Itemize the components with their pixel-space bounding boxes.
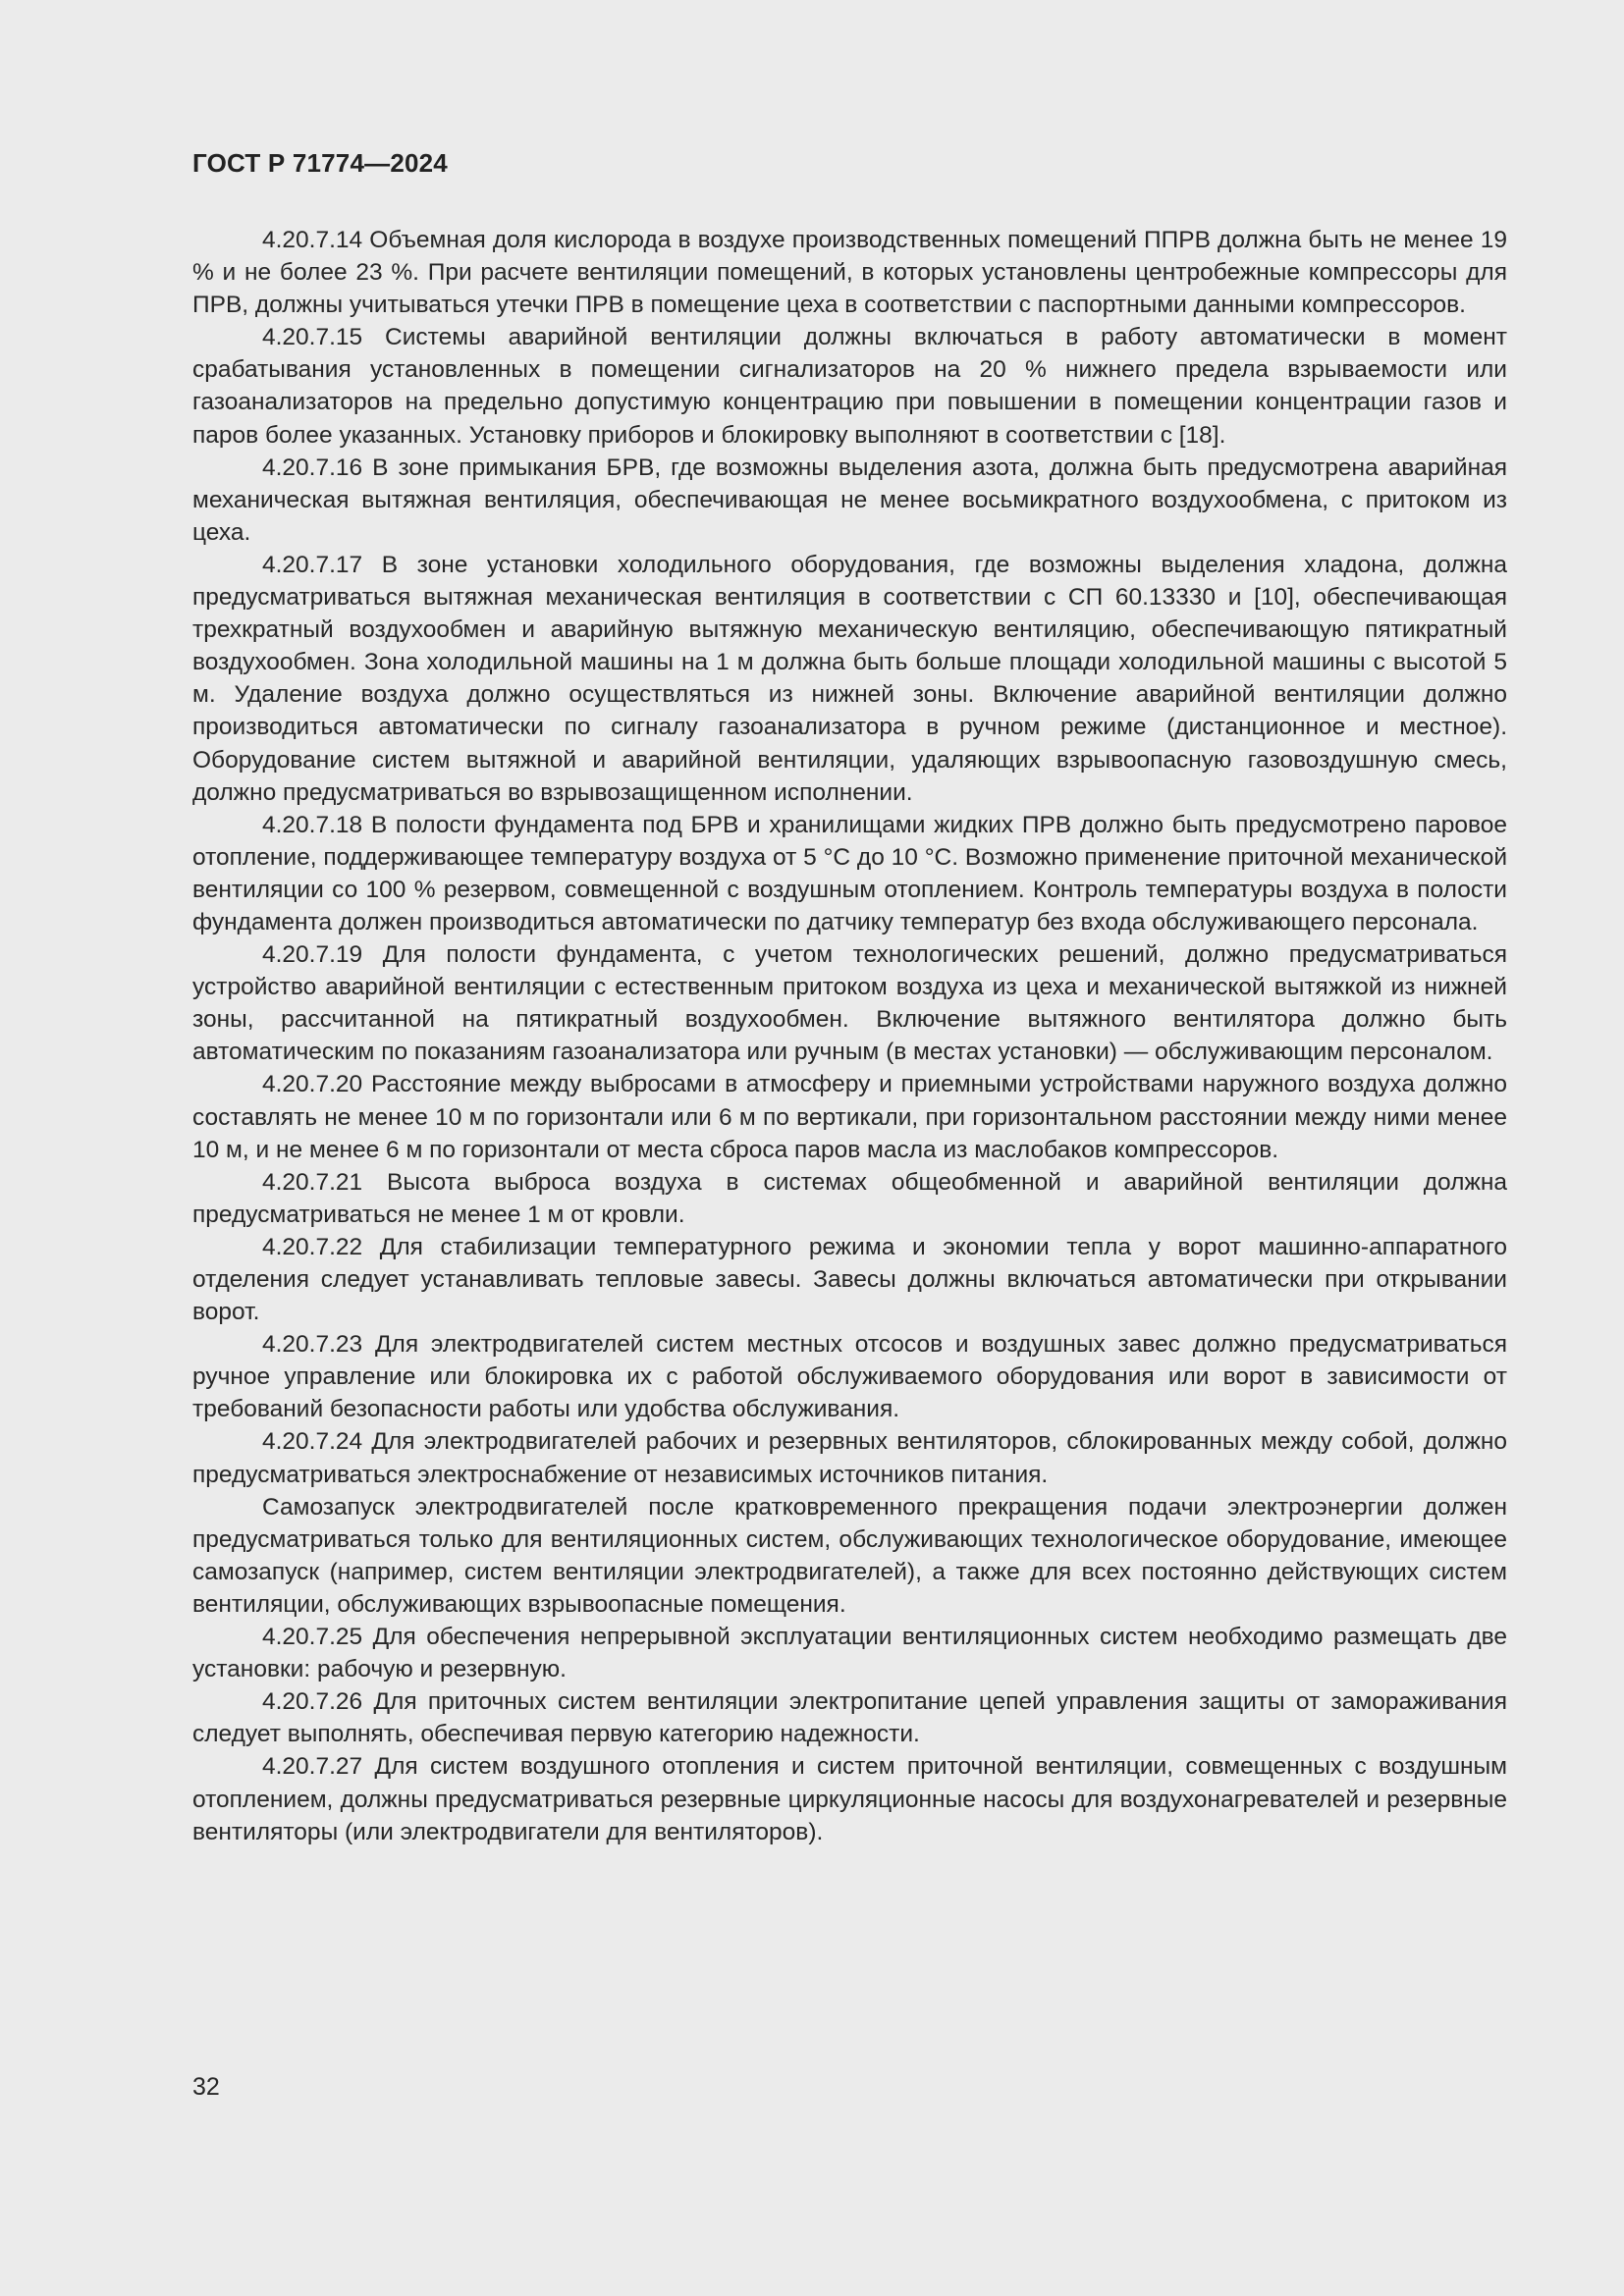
paragraph-4-20-7-25: 4.20.7.25 Для обеспечения непрерывной эксплуатации вентиляционных систем необходимо размещать две установки: рабочую и резервную.	[192, 1624, 1507, 1683]
page-number: 32	[192, 2073, 220, 2101]
paragraph-4-20-7-19: 4.20.7.19 Для полости фундамента, с учетом технологических решений, должно предусматриваться устройство аварийной вентиляции с естественным притоком воздуха из цеха и механической вытяжкой из нижней зоны, рассчитанной на пятикратный воздухообмен. Включение вытяжного вентилятора должно быть автоматическим по показаниям газоанализатора или ручным (в местах установки) — обслуживающим персоналом.	[192, 941, 1507, 1066]
paragraph-4-20-7-27: 4.20.7.27 Для систем воздушного отопления и систем приточной вентиляции, совмещенных с воздушным отоплением, должны предусматриваться резервные циркуляционные насосы для воздухонагревателей и резервные вентиляторы (или электродвигатели для вентиляторов).	[192, 1753, 1507, 1845]
document-body	[192, 224, 1507, 1848]
paragraph-4-20-7-16: 4.20.7.16 В зоне примыкания БРВ, где возможны выделения азота, должна быть предусмотрена аварийная механическая вытяжная вентиляция, обеспечивающая не менее восьмикратного воздухообмена, с притоком из цеха.	[192, 454, 1507, 546]
paragraph-4-20-7-17: 4.20.7.17 В зоне установки холодильного оборудования, где возможны выделения хладона, должна предусматриваться вытяжная механическая вентиляция в соответствии с СП 60.13330 и [10], обеспечивающая трехкратный воздухообмен и аварийную вытяжную механическую вентиляцию, обеспечивающую пятикратный воздухообмен. Зона холодильной машины на 1 м должна быть больше площади холодильной машины с высотой 5 м. Удаление воздуха должно осуществляться из нижней зоны. Включение аварийной вентиляции должно производиться автоматически по сигналу газоанализатора в ручном режиме (дистанционное и местное). Оборудование систем вытяжной и аварийной вентиляции, удаляющих взрывоопасную газовоздушную смесь, должно предусматриваться во взрывозащищенном исполнении.	[192, 551, 1507, 806]
paragraph-4-20-7-22: 4.20.7.22 Для стабилизации температурного режима и экономии тепла у ворот машинно-аппаратного отделения следует устанавливать тепловые завесы. Завесы должны включаться автоматически при открывании ворот.	[192, 1233, 1507, 1326]
paragraph-4-20-7-20: 4.20.7.20 Расстояние между выбросами в атмосферу и приемными устройствами наружного воздуха должно составлять не менее 10 м по горизонтали или 6 м по вертикали, при горизонтальном расстоянии между ними менее 10 м, и не менее 6 м по горизонтали от места сброса паров масла из маслобаков компрессоров.	[192, 1071, 1507, 1163]
document-header: ГОСТ Р 71774—2024	[192, 148, 448, 178]
paragraph-4-20-7-14: 4.20.7.14 Объемная доля кислорода в воздухе производственных помещений ППРВ должна быть не менее 19 % и не более 23 %. При расчете вентиляции помещений, в которых установлены центробежные компрессоры для ПРВ, должны учитываться утечки ПРВ в помещение цеха в соответствии с паспортными данными компрессоров.	[192, 227, 1507, 319]
paragraph-self-start: Самозапуск электродвигателей после кратковременного прекращения подачи электроэнергии должен предусматриваться только для вентиляционных систем, обслуживающих технологическое оборудование, имеющее самозапуск (например, систем вентиляции электродвигателей), а также для всех постоянно действующих систем вентиляции, обслуживающих взрывоопасные помещения.	[192, 1493, 1507, 1618]
paragraph-4-20-7-24: 4.20.7.24 Для электродвигателей рабочих и резервных вентиляторов, сблокированных между собой, должно предусматриваться электроснабжение от независимых источников питания.	[192, 1428, 1507, 1488]
paragraph-4-20-7-21: 4.20.7.21 Высота выброса воздуха в системах общеобменной и аварийной вентиляции должна предусматриваться не менее 1 м от кровли.	[192, 1168, 1507, 1228]
paragraph-4-20-7-26: 4.20.7.26 Для приточных систем вентиляции электропитание цепей управления защиты от замораживания следует выполнять, обеспечивая первую категорию надежности.	[192, 1688, 1507, 1748]
paragraph-4-20-7-15: 4.20.7.15 Системы аварийной вентиляции должны включаться в работу автоматически в момент срабатывания установленных в помещении сигнализаторов на 20 % нижнего предела взрываемости или газоанализаторов на предельно допустимую концентрацию при повышении в помещении концентрации газов и паров более указанных. Установку приборов и блокировку выполняют в соответствии с [18].	[192, 324, 1507, 449]
paragraph-4-20-7-18: 4.20.7.18 В полости фундамента под БРВ и хранилищами жидких ПРВ должно быть предусмотрено паровое отопление, поддерживающее температуру воздуха от 5 °С до 10 °С. Возможно применение приточной механической вентиляции со 100 % резервом, совмещенной с воздушным отоплением. Контроль температуры воздуха в полости фундамента должен производиться автоматически по датчику температур без входа обслуживающего персонала.	[192, 811, 1507, 935]
paragraph-4-20-7-23: 4.20.7.23 Для электродвигателей систем местных отсосов и воздушных завес должно предусматриваться ручное управление или блокировка их с работой обслуживаемого оборудования или ворот в зависимости от требований безопасности работы или удобства обслуживания.	[192, 1331, 1507, 1423]
